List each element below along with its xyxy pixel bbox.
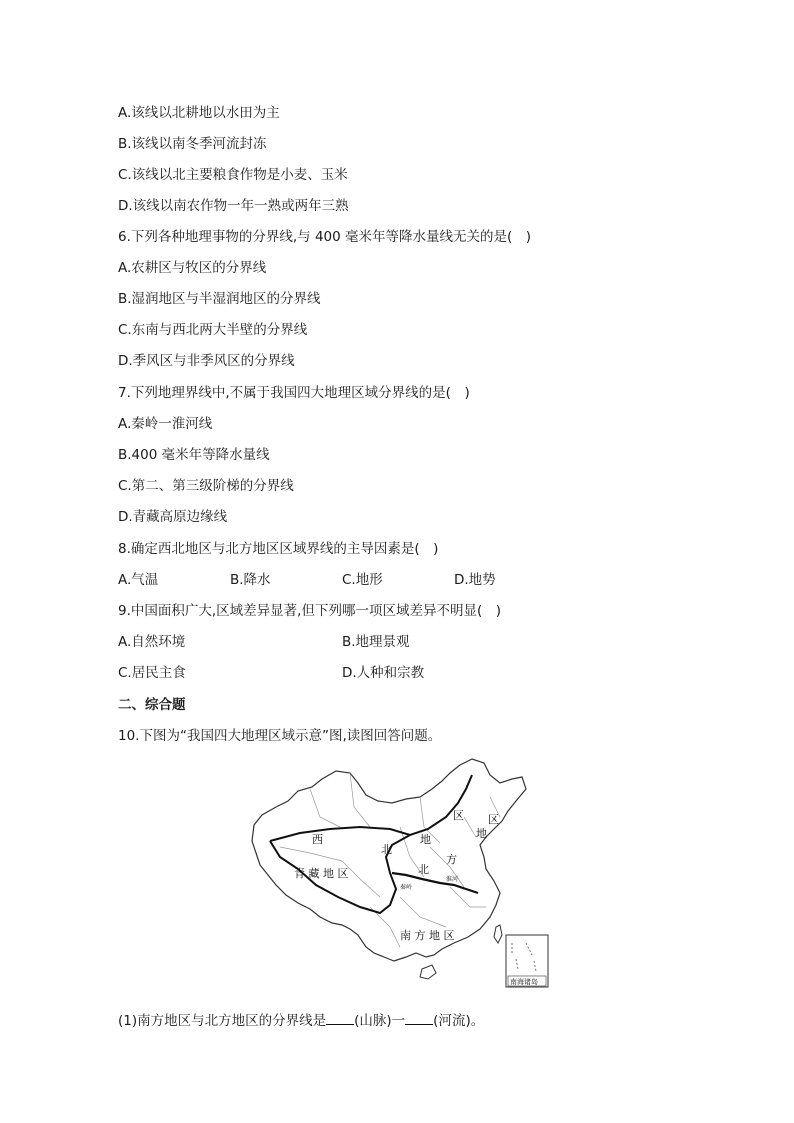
label-di2: 地 bbox=[476, 827, 487, 840]
label-fang1: 方 bbox=[446, 853, 457, 866]
northwest-boundary bbox=[270, 775, 472, 841]
answer-blank-river[interactable] bbox=[405, 1012, 433, 1025]
label-xi: 西 bbox=[312, 833, 323, 846]
q5-option-b: B.该线以南冬季河流封冻 bbox=[118, 136, 267, 152]
q7-option-a: A.秦岭一淮河线 bbox=[118, 416, 213, 432]
q8-option-c: C.地形 bbox=[342, 572, 383, 588]
q10-sub1-text-c: (河流)。 bbox=[433, 1013, 485, 1029]
q9-option-d: D.人种和宗教 bbox=[342, 665, 425, 681]
q8-stem: 8.确定西北地区与北方地区区域界线的主导因素是( ) bbox=[118, 541, 439, 557]
q10-sub1 bbox=[118, 1012, 484, 1030]
q7-option-b: B.400 毫米年等降水量线 bbox=[118, 447, 270, 463]
hainan-island bbox=[420, 965, 436, 979]
q10-sub1-text-b: (山脉)一 bbox=[354, 1013, 406, 1029]
q9-option-b: B.地理景观 bbox=[342, 634, 410, 650]
china-outline bbox=[252, 759, 526, 961]
q6-option-c: C.东南与西北两大半壁的分界线 bbox=[118, 322, 308, 338]
q5-option-d: D.该线以南农作物一年一熟或两年三熟 bbox=[118, 198, 349, 214]
taiwan-island bbox=[494, 925, 502, 943]
label-nanfang: 南 方 地 区 bbox=[400, 929, 455, 942]
q6-option-d: D.季风区与非季风区的分界线 bbox=[118, 353, 295, 369]
label-qinling: 秦岭 bbox=[400, 884, 413, 891]
q7-option-d: D.青藏高原边缘线 bbox=[118, 509, 228, 525]
q8-option-d: D.地势 bbox=[454, 572, 496, 588]
q6-option-b: B.湿润地区与半湿润地区的分界线 bbox=[118, 291, 321, 307]
q9-option-c: C.居民主食 bbox=[118, 665, 186, 681]
label-di1: 地 bbox=[420, 833, 431, 846]
q10-stem: 10.下图为“我国四大地理区域示意”图,读图回答问题。 bbox=[118, 728, 442, 744]
label-qu2: 区 bbox=[488, 813, 499, 826]
inset-label: 南海诸岛 bbox=[510, 978, 538, 986]
q7-stem: 7.下列地理界线中,不属于我国四大地理区域分界线的是( ) bbox=[118, 385, 470, 401]
q7-option-c: C.第二、第三级阶梯的分界线 bbox=[118, 478, 294, 494]
answer-blank-mountain[interactable] bbox=[326, 1012, 354, 1025]
q6-option-a: A.农耕区与牧区的分界线 bbox=[118, 260, 267, 276]
label-qu1: 区 bbox=[453, 809, 464, 822]
q5-option-a: A.该线以北耕地以水田为主 bbox=[118, 105, 280, 121]
q5-option-c: C.该线以北主要粮食作物是小麦、玉米 bbox=[118, 167, 348, 183]
province-lines bbox=[280, 773, 500, 947]
section-title: 二、综合题 bbox=[118, 697, 186, 713]
label-qingzang: 青 藏 地 区 bbox=[294, 867, 349, 880]
q8-option-a: A.气温 bbox=[118, 572, 159, 588]
china-regions-map bbox=[250, 757, 552, 989]
q9-option-a: A.自然环境 bbox=[118, 634, 186, 650]
q6-stem: 6.下列各种地理事物的分界线,与 400 毫米年等降水量线无关的是( ) bbox=[118, 229, 532, 245]
q10-sub1-text-a: (1)南方地区与北方地区的分界线是 bbox=[118, 1013, 327, 1029]
label-bei2: 北 bbox=[418, 863, 429, 876]
label-huaihe: 淮河 bbox=[446, 876, 459, 883]
q9-stem: 9.中国面积广大,区域差异显著,但下列哪一项区域差异不明显( ) bbox=[118, 603, 501, 619]
label-bei1: 北 bbox=[381, 843, 392, 856]
q8-option-b: B.降水 bbox=[230, 572, 271, 588]
